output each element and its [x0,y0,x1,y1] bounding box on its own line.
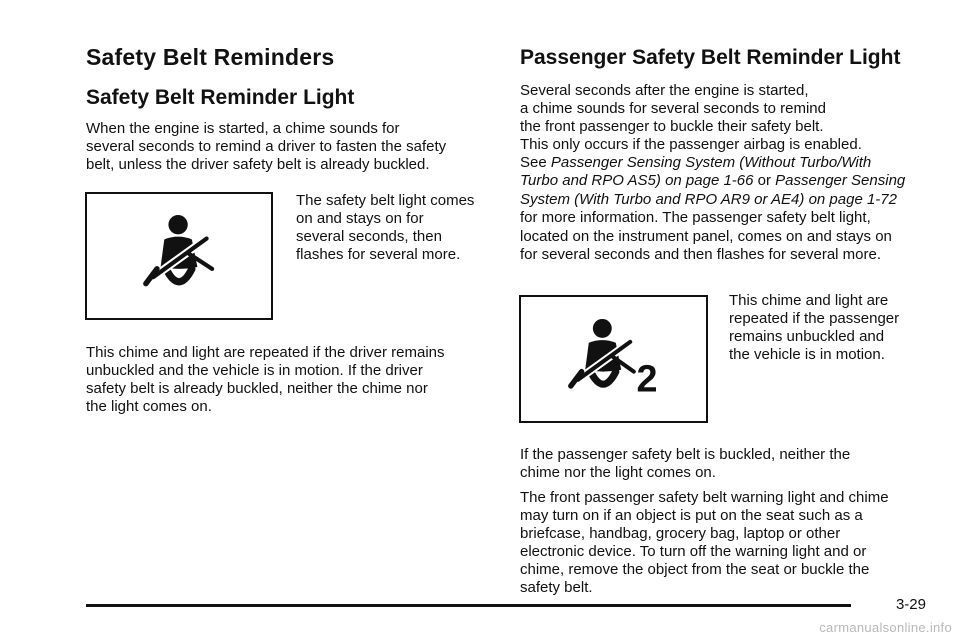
driver-light-description: The safety belt light comes on and stays on for several seconds, then flashes for several more. [296,192,475,263]
driver-repeat-paragraph: This chime and light are repeated if the driver remains unbuckled and the vehicle is in motion. If the driver safety belt is already buckled, neither the chime nor the light comes on. [86,344,445,415]
passenger-buckled-paragraph: If the passenger safety belt is buckled, neither the chime nor the light comes on. [520,446,851,481]
section-heading: Safety Belt Reminders [86,44,335,70]
reference-link-1[interactable]: Passenger Sensing System (Without Turbo/With Turbo and RPO AS5) on page 1-66 [520,154,872,190]
passenger-light-description: This chime and light are repeated if the passenger remains unbuckled and the vehicle is in motion. [729,292,900,363]
passenger-section-heading: Passenger Safety Belt Reminder Light [520,46,901,69]
passenger-intro-lines: Several seconds after the engine is started, a chime sounds for several seconds to remind the front passenger to buckle their safety belt. This only occurs if the passenger airbag is enabled. [520,82,862,153]
driver-belt-figure [85,192,273,320]
footer-rule [86,604,851,607]
intro-paragraph: When the engine is started, a chime sounds for several seconds to remind a driver to fasten the safety belt, unless the driver safety belt is already buckled. [86,120,447,173]
page-number: 3-29 [895,596,926,613]
passenger-belt-figure [519,295,708,423]
passenger-seat-number: 2 [636,358,658,401]
reference-tail-text: for more information. The passenger safety belt light, located on the instrument panel, comes on and stays on for several seconds and then flashes for several more. [520,209,892,264]
seatbelt-passenger-icon [560,313,668,405]
subsection-heading: Safety Belt Reminder Light [86,86,355,109]
or-text: or [753,172,776,190]
see-text: See [520,154,551,171]
site-watermark: carmanualsonline.info [819,620,952,635]
seatbelt-driver-icon [133,210,225,302]
passenger-reference-paragraph [520,154,912,264]
object-warning-paragraph: The front passenger safety belt warning light and chime may turn on if an object is put on the seat such as a briefcase, handbag, grocery bag, laptop or other electronic device. To turn off the warning light and or chime, remove the object from the seat or buckle the safety belt. [520,489,889,596]
reference-link-2[interactable]: Passenger Sensing System (With Turbo and RPO AR9 or AE4) on page 1-72 [520,172,906,208]
